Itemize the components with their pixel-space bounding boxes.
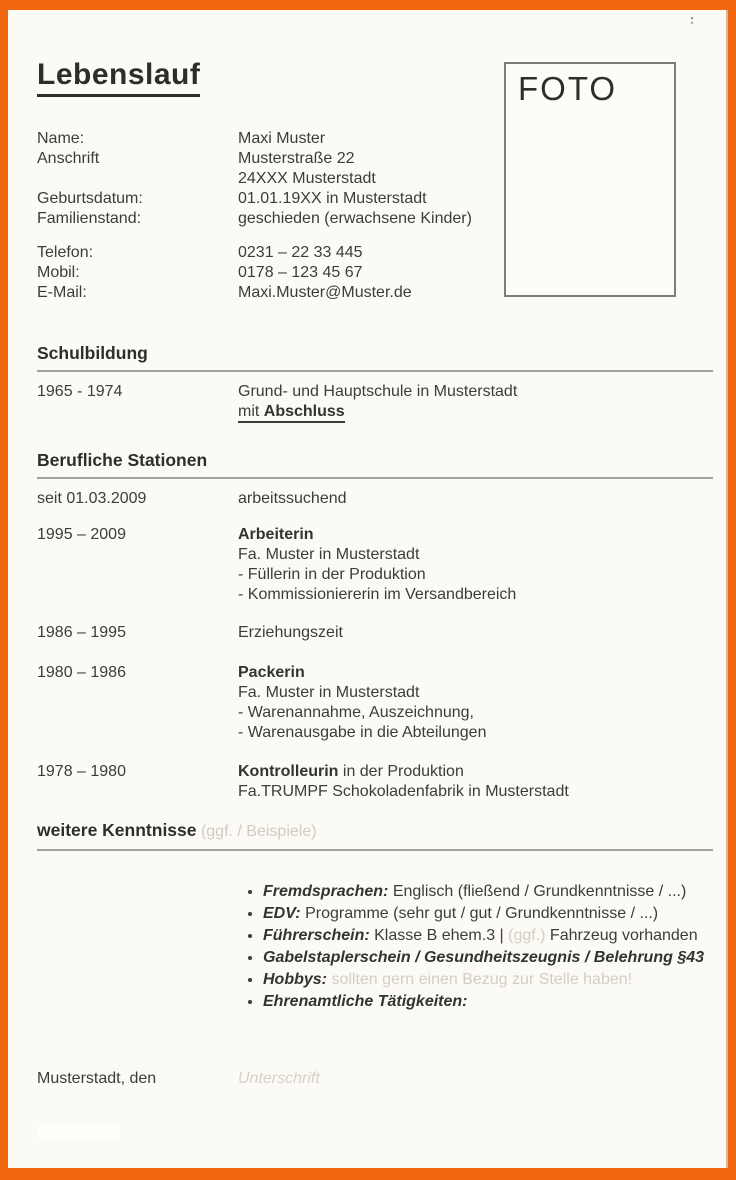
career-entry-date: 1986 – 1995 [37, 624, 126, 641]
page-title: Lebenslauf [37, 58, 200, 97]
career-entry [37, 525, 713, 605]
education-entry-details [238, 382, 713, 423]
skill-text: Englisch (fließend / Grundkenntnisse / ...) [388, 883, 687, 900]
education-section-heading: Schulbildung [37, 342, 713, 372]
mobile-label: Mobil: [37, 264, 80, 281]
career-title-bold: Kontrolleurin [238, 763, 339, 780]
skill-item-languages [263, 881, 713, 903]
phone-label: Telefon: [37, 244, 94, 261]
skill-lead: Fremdsprachen: [263, 883, 389, 900]
skill-text: Fahrzeug vorhanden [545, 927, 698, 944]
education-entry [37, 382, 713, 423]
place-date-label: Musterstadt, den [37, 1070, 157, 1087]
skill-lead: EDV: [263, 905, 301, 922]
photo-placeholder-label: FOTO [518, 70, 618, 107]
skills-section-heading [37, 819, 713, 851]
personal-row-name [37, 129, 477, 149]
personal-row-marital-status [37, 209, 477, 229]
cv-page [8, 10, 728, 1168]
marital-status-value: geschieden (erwachsene Kinder) [238, 210, 472, 227]
education-entry-date: 1965 - 1974 [37, 383, 123, 400]
career-entry-date: 1978 – 1980 [37, 763, 126, 780]
scan-smudge-artifact [38, 1124, 120, 1140]
address-label: Anschrift [37, 150, 100, 167]
personal-row-birthdate [37, 189, 477, 209]
name-label: Name: [37, 130, 85, 147]
personal-row-email [37, 283, 477, 303]
career-detail-line: - Kommissioniererin im Versandbereich [238, 586, 517, 603]
career-entry-title [238, 663, 713, 683]
career-title-bold: Arbeiterin [238, 526, 314, 543]
skills-list [247, 881, 713, 1013]
career-entry-title [238, 623, 713, 643]
career-detail-line: Fa.TRUMPF Schokoladenfabrik in Musterstadt [238, 783, 569, 800]
degree-prefix: mit [238, 403, 264, 420]
career-entry-date: 1980 – 1986 [37, 664, 126, 681]
career-entry [37, 489, 713, 509]
career-detail-line: - Warenausgabe in die Abteilungen [238, 724, 487, 741]
skill-faint-note: sollten gern einen Bezug zur Stelle haben! [327, 971, 633, 988]
address-value [238, 149, 477, 189]
career-detail-line: Fa. Muster in Musterstadt [238, 684, 420, 701]
skill-text: Klasse B ehem.3 | [369, 927, 509, 944]
phone-value: 0231 – 22 33 445 [238, 244, 363, 261]
career-entry-date: 1995 – 2009 [37, 526, 126, 543]
career-entry-details [238, 663, 713, 743]
signature-placeholder: Unterschrift [238, 1070, 320, 1087]
scan-speck-artifact [690, 17, 694, 24]
personal-row-address [37, 149, 477, 189]
skill-item-hobbies [263, 969, 713, 991]
career-detail-line: - Füllerin in der Produktion [238, 566, 426, 583]
career-section-heading: Berufliche Stationen [37, 449, 713, 479]
career-entry [37, 762, 713, 802]
personal-row-mobile [37, 263, 477, 283]
skill-item-certificates [263, 947, 713, 969]
skill-item-edv [263, 903, 713, 925]
career-detail-line: Fa. Muster in Musterstadt [238, 546, 420, 563]
skill-item-drivers-license [263, 925, 713, 947]
birthdate-label: Geburtsdatum: [37, 190, 143, 207]
mobile-value: 0178 – 123 45 67 [238, 264, 363, 281]
skill-faint-note: (ggf.) [508, 927, 546, 944]
email-label: E-Mail: [37, 284, 87, 301]
career-entry-date: seit 01.03.2009 [37, 490, 147, 507]
degree-underlined [238, 403, 345, 423]
address-line-1: Musterstraße 22 [238, 150, 355, 167]
skill-lead: Führerschein: [263, 927, 370, 944]
name-value: Maxi Muster [238, 130, 326, 147]
career-entry-details [238, 762, 713, 802]
skill-lead: Hobbys: [263, 971, 327, 988]
career-entry-details [238, 623, 713, 643]
birthdate-value: 01.01.19XX in Musterstadt [238, 190, 427, 207]
skill-item-volunteering [263, 991, 713, 1013]
career-entry-title [238, 489, 713, 509]
career-detail-line: - Warenannahme, Auszeichnung, [238, 704, 474, 721]
degree-bold: Abschluss [263, 403, 345, 420]
skill-text: Programme (sehr gut / gut / Grundkenntnisse / ...) [300, 905, 659, 922]
career-entry-title [238, 762, 713, 782]
career-entry-details [238, 525, 713, 605]
skill-lead: Ehrenamtliche Tätigkeiten: [263, 993, 468, 1010]
career-title-bold: Packerin [238, 664, 305, 681]
education-school-line: Grund- und Hauptschule in Musterstadt [238, 383, 518, 400]
career-title-rest: Erziehungszeit [238, 624, 343, 641]
personal-row-phone [37, 243, 477, 263]
skills-heading-note: (ggf. / Beispiele) [196, 823, 317, 840]
career-entry-details [238, 489, 713, 509]
personal-info-section [37, 129, 477, 303]
skill-lead: Gabelstaplerschein / Gesundheitszeugnis / Belehrung §43 [263, 949, 705, 966]
photo-placeholder-box [504, 62, 676, 297]
career-entry [37, 623, 713, 643]
marital-status-label: Familienstand: [37, 210, 142, 227]
career-title-rest: arbeitssuchend [238, 490, 347, 507]
education-degree-line [238, 402, 713, 423]
career-entry [37, 663, 713, 743]
address-line-2: 24XXX Musterstadt [238, 170, 376, 187]
career-entry-title [238, 525, 713, 545]
skills-heading-text: weitere Kenntnisse [37, 820, 197, 840]
footer [37, 1069, 713, 1089]
email-value: Maxi.Muster@Muster.de [238, 284, 412, 301]
career-title-rest: in der Produktion [338, 763, 464, 780]
